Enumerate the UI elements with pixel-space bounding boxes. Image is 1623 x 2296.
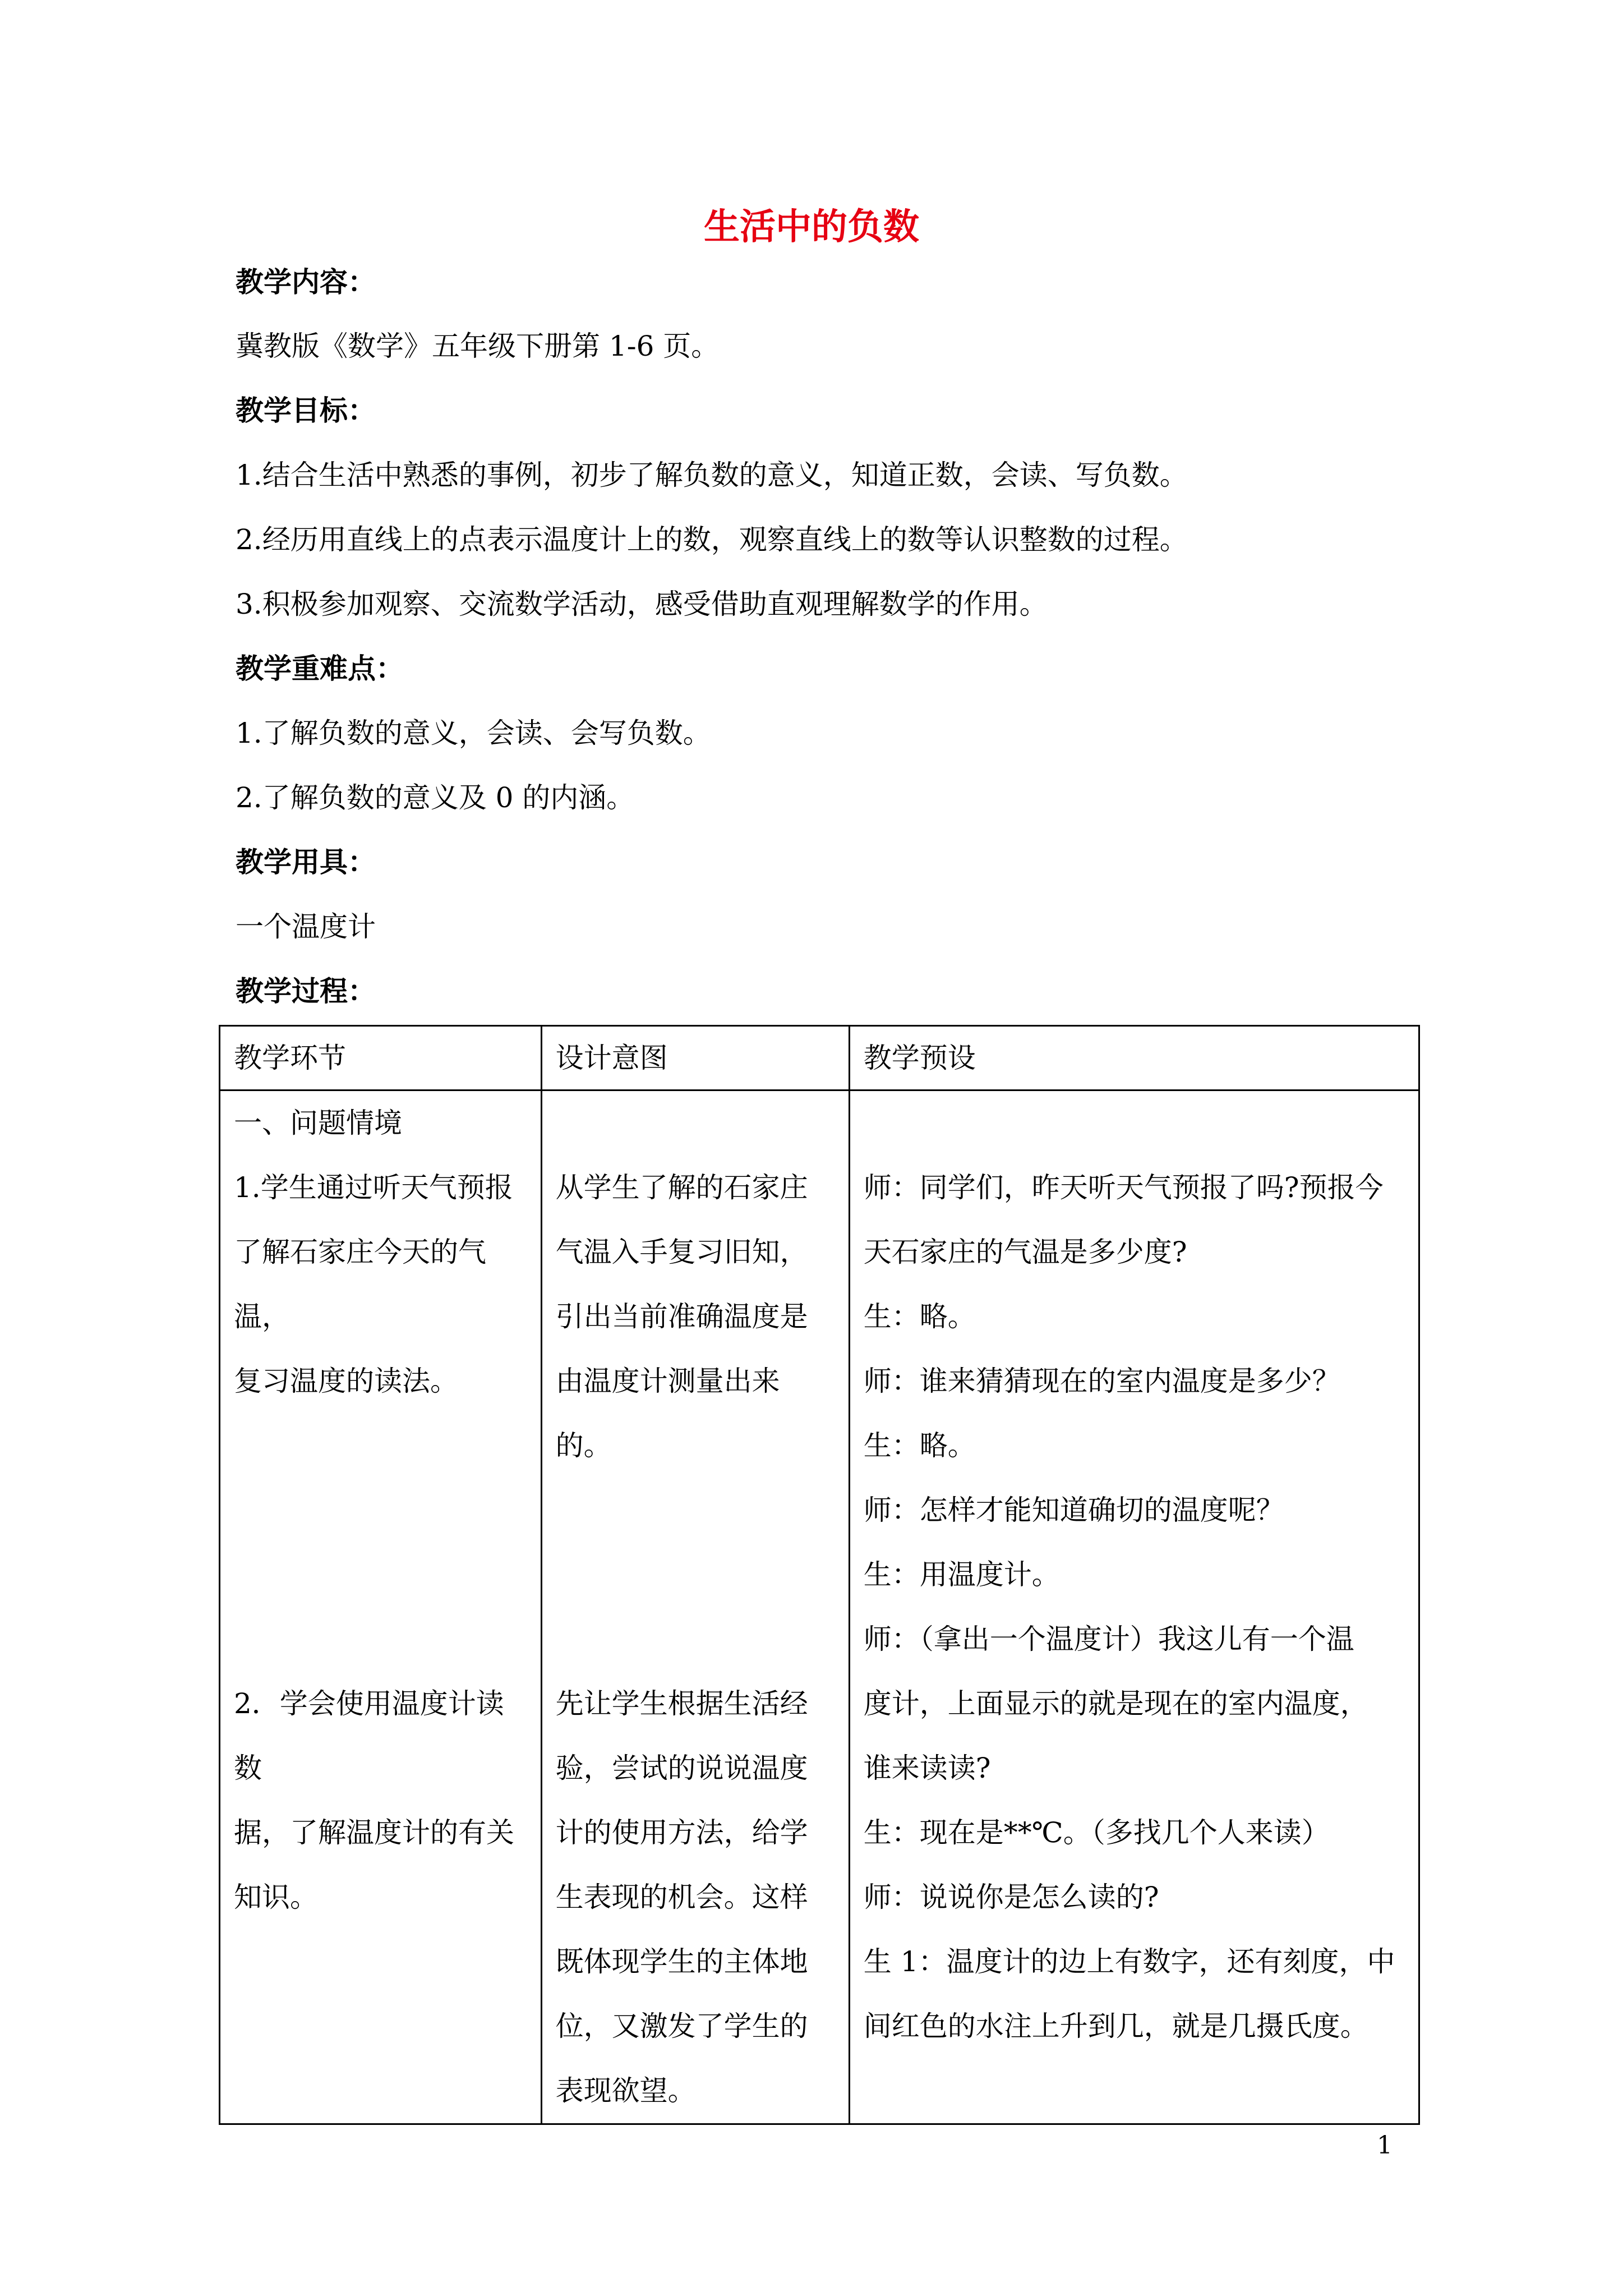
table-header-cell: 设计意图 (541, 1026, 849, 1091)
cell-line: 生：略。 (863, 1300, 976, 1333)
table-cell-stage (220, 1091, 542, 2124)
table-cell-intent (541, 1091, 849, 2124)
keypoint-item: 2.了解负数的意义及 0 的内涵。 (236, 781, 635, 814)
process-heading: 教学过程： (236, 975, 376, 1007)
cell-line: 据，了解温度计的有关 (234, 1816, 514, 1849)
cell-line: 师：怎样才能知道确切的温度呢？ (863, 1494, 1284, 1526)
cell-line: 度计，上面显示的就是现在的室内温度， (863, 1687, 1368, 1720)
cell-line: 先让学生根据生活经 (555, 1687, 808, 1720)
cell-line: 气温入手复习旧知， (555, 1236, 808, 1268)
cell-line: 生：用温度计。 (863, 1558, 1060, 1591)
cell-line: 验，尝试的说说温度 (555, 1752, 808, 1784)
cell-line: 复习温度的读法。 (234, 1365, 458, 1397)
cell-line: 师：谁来猜猜现在的室内温度是多少？ (863, 1365, 1340, 1397)
cell-line: 生：现在是**℃。（多找几个人来读） (863, 1816, 1330, 1849)
keypoint-item: 1.了解负数的意义，会读、会写负数。 (236, 717, 711, 749)
content-text: 冀教版《数学》五年级下册第 1-6 页。 (236, 330, 720, 362)
table-header-row (220, 1026, 1419, 1091)
keypoints-heading: 教学重难点： (236, 652, 404, 685)
cell-line: 位，又激发了学生的 (555, 2010, 808, 2042)
goal-item: 1.结合生活中熟悉的事例，初步了解负数的意义，知道正数，会读、写负数。 (236, 459, 1188, 491)
cell-line: 师：（拿出一个温度计）我这儿有一个温 (863, 1623, 1354, 1655)
table-header-cell: 教学环节 (220, 1026, 542, 1091)
process-table (219, 1025, 1420, 2125)
page-number: 1 (1377, 2131, 1393, 2160)
cell-line: 引出当前准确温度是 (555, 1300, 808, 1333)
cell-line: 既体现学生的主体地 (555, 1945, 808, 1978)
cell-line: 计的使用方法，给学 (555, 1816, 808, 1849)
cell-line: 由温度计测量出来的。 (555, 1365, 780, 1462)
table-header-cell: 教学预设 (849, 1026, 1419, 1091)
cell-line: 从学生了解的石家庄 (555, 1171, 808, 1204)
cell-line: 生 1：温度计的边上有数字，还有刻度，中 (863, 1945, 1395, 1978)
cell-line: 间红色的水注上升到几，就是几摄氏度。 (863, 2010, 1368, 2042)
cell-line: 师：同学们，昨天听天气预报了吗?预报今 (863, 1171, 1384, 1204)
table-row (220, 1091, 1419, 2124)
goals-heading: 教学目标： (236, 394, 376, 427)
cell-line: 生表现的机会。这样 (555, 1881, 808, 1913)
content-heading: 教学内容： (236, 266, 376, 298)
cell-line: 1.学生通过听天气预报 (234, 1171, 513, 1204)
cell-line: 生：略。 (863, 1429, 976, 1462)
tools-text: 一个温度计 (236, 910, 376, 943)
section-title: 一、问题情境 (234, 1107, 402, 1139)
cell-line: 知识。 (234, 1881, 318, 1913)
table-cell-plan (849, 1091, 1419, 2124)
cell-line: 师：说说你是怎么读的? (863, 1881, 1159, 1913)
page-title: 生活中的负数 (704, 206, 919, 248)
cell-line: 谁来读读? (863, 1752, 991, 1784)
tools-heading: 教学用具： (236, 846, 376, 878)
cell-line: 2．学会使用温度计读数 (234, 1687, 504, 1784)
goal-item: 3.积极参加观察、交流数学活动，感受借助直观理解数学的作用。 (236, 588, 1048, 620)
cell-line: 表现欲望。 (555, 2074, 696, 2107)
cell-line: 了解石家庄今天的气温， (234, 1236, 486, 1333)
goal-item: 2.经历用直线上的点表示温度计上的数，观察直线上的数等认识整数的过程。 (236, 523, 1188, 556)
cell-line: 天石家庄的气温是多少度? (863, 1236, 1187, 1268)
